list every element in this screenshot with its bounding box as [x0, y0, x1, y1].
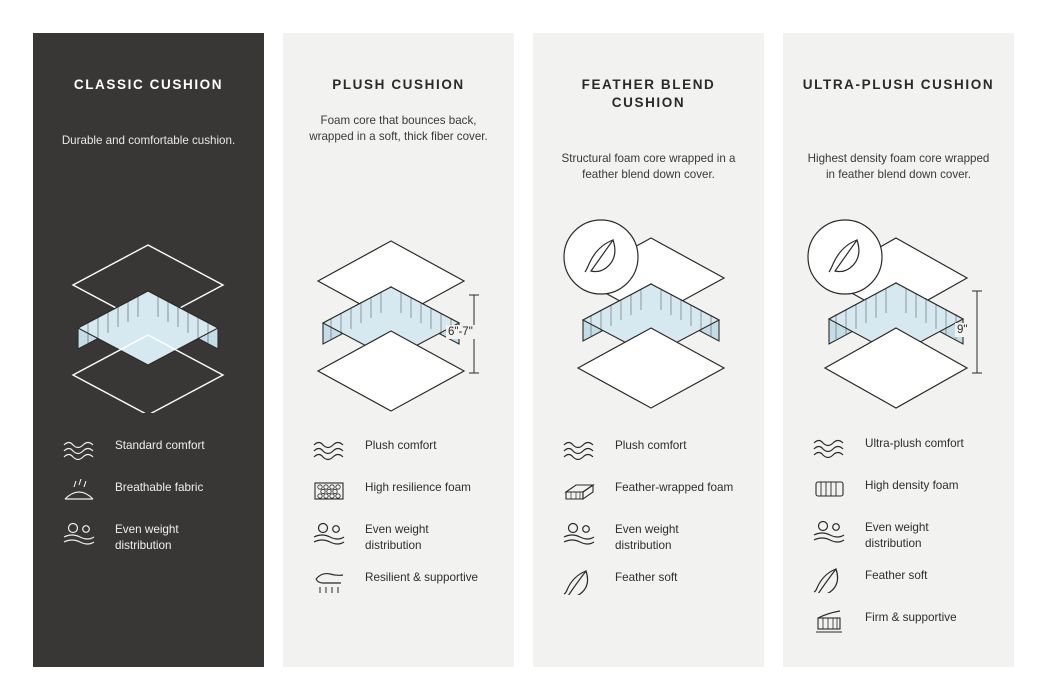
feature-item [807, 563, 998, 595]
feature-item [807, 473, 998, 505]
panel-title: PLUSH CUSHION [332, 77, 465, 92]
feature-item [307, 565, 498, 597]
panel-ultra-plush-cushion[interactable] [783, 33, 1014, 667]
panel-plush-cushion[interactable] [283, 33, 514, 667]
feature-item [557, 565, 748, 597]
foam-block-icon [557, 475, 601, 507]
feature-label: Feather soft [615, 570, 678, 584]
firm-support-icon [807, 605, 851, 637]
feature-list [307, 433, 498, 607]
feature-label: High resilience foam [365, 481, 471, 494]
panel-classic-cushion[interactable] [33, 33, 264, 667]
dimension-label: 6"-7" [448, 326, 473, 338]
panel-title: CLASSIC CUSHION [73, 77, 224, 92]
waves-icon [307, 433, 351, 465]
feature-label: Breathable fabric [115, 481, 204, 494]
feature-label: Plush comfort [615, 439, 687, 452]
panel-subtitle: Highest density foam core wrapped in feather blend down cover. [807, 152, 990, 182]
feature-label: Even weight distribution [365, 523, 429, 553]
feature-list [557, 433, 748, 607]
feature-item [557, 517, 748, 555]
feature-item [57, 475, 248, 507]
feature-label: Feather soft [865, 568, 928, 582]
dimension-label: 9" [957, 324, 968, 336]
panel-subtitle: Foam core that bounces back, wrapped in a soft, thick fiber cover. [309, 114, 488, 144]
feature-item [557, 475, 748, 507]
waves-icon [57, 433, 101, 465]
honeycomb-foam-icon [307, 475, 351, 507]
panel-title: FEATHER BLEND CUSHION [581, 77, 716, 111]
feature-label: Even weight distribution [615, 523, 679, 553]
feature-list [57, 433, 248, 565]
feature-label: Even weight distribution [865, 521, 929, 551]
feature-item [307, 475, 498, 507]
feature-label: Feather-wrapped foam [615, 481, 734, 494]
dense-foam-icon [807, 473, 851, 505]
weight-distribution-icon [57, 517, 101, 549]
panel-subtitle: Durable and comfortable cushion. [61, 134, 236, 147]
feature-item [57, 433, 248, 465]
cushion-diagram [283, 213, 514, 413]
breathable-fabric-icon [57, 475, 101, 507]
weight-distribution-icon [307, 517, 351, 549]
supportive-hand-icon [307, 565, 351, 597]
feature-item [307, 517, 498, 555]
panel-row [33, 33, 1016, 667]
feature-label: Standard comfort [115, 439, 205, 452]
weight-distribution-icon [557, 517, 601, 549]
feature-list [807, 431, 998, 647]
cushion-diagram [783, 213, 1014, 413]
feature-label: Even weight distribution [115, 523, 179, 553]
panel-feather-blend-cushion[interactable] [533, 33, 764, 667]
weight-distribution-icon [807, 515, 851, 547]
feature-item [807, 515, 998, 553]
panel-subtitle: Structural foam core wrapped in a feather blend down cover. [561, 152, 736, 182]
feather-icon [807, 563, 851, 595]
waves-icon [557, 433, 601, 465]
cushion-diagram [33, 213, 264, 413]
feature-item [307, 433, 498, 465]
feature-label: Firm & supportive [865, 610, 957, 624]
feature-item [57, 517, 248, 555]
feature-label: High density foam [865, 479, 959, 492]
feather-icon [557, 565, 601, 597]
feature-item [807, 431, 998, 463]
waves-icon [807, 431, 851, 463]
feature-item [557, 433, 748, 465]
feature-label: Resilient & supportive [365, 570, 479, 584]
feature-item [807, 605, 998, 637]
cushion-diagram [533, 213, 764, 413]
feature-label: Ultra-plush comfort [865, 437, 964, 450]
panel-title: ULTRA-PLUSH CUSHION [802, 77, 995, 92]
feature-label: Plush comfort [365, 439, 437, 452]
